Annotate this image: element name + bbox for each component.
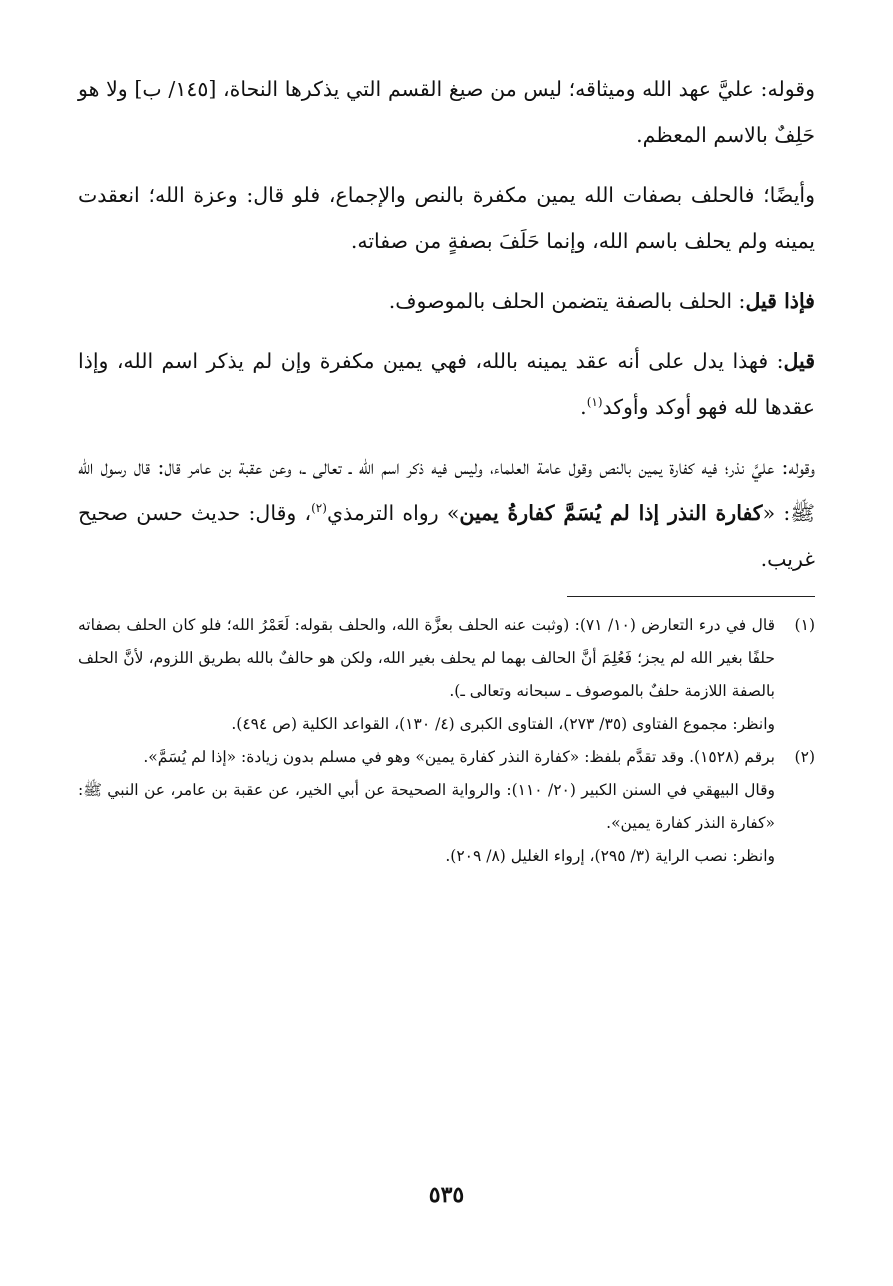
paragraph-4-text: : فهذا يدل على أنه عقد يمينه بالله، فهي يمين مكفرة وإن لم يذكر اسم الله، وإذا عقدها لله فهو أوكد وأوكد — [78, 349, 815, 419]
footnote-1-text: قال في درء التعارض (١٠/ ٧١): (وثبت عنه الحلف بعزَّة الله، والحلف بقوله: لَعَمْرُ الله؛ فلو كان الحلف بصفاته حلفًا بغير الله لم يجز؛ فَعُلِمَ أنَّ الحالف بهما لم يحلف بغير الله، ولكن هو حالفٌ بالله بطريق اللزوم، لأنَّ الحلف بالصفة اللازمة حلفٌ بالموصوف ـ سبحانه وتعالى ـ). — [78, 616, 776, 700]
paragraph-3-lead: فإذا قيل — [745, 289, 815, 313]
footnotes — [78, 609, 815, 873]
footnote-2-number: (٢) — [794, 748, 815, 766]
paragraph-2: وأيضًا؛ فالحلف بصفات الله يمين مكفرة بالنص والإجماع، فلو قال: وعزة الله؛ انعقدت يمينه ولم يحلف باسم الله، وإنما حَلَفَ بصفةٍ من صفاته. — [78, 183, 815, 253]
footnote-1 — [78, 609, 815, 708]
footnote-1-continued: وانظر: مجموع الفتاوى (٣٥/ ٢٧٣)، الفتاوى الكبرى (٤/ ١٣٠)، القواعد الكلية (ص ٤٩٤). — [231, 715, 775, 733]
page-number: ٥٣٥ — [428, 1182, 465, 1208]
footnote-1-number: (١) — [794, 616, 815, 634]
paragraph-4-lead: قيل — [783, 349, 815, 373]
paragraph-3-text: : الحلف بالصفة يتضمن الحلف بالموصوف. — [388, 289, 746, 313]
footnote-2-text: برقم (١٥٢٨). وقد تقدَّم بلفظ: «كفارة النذر كفارة يمين» وهو في مسلم بدون زيادة: «إذا لم يُسَمَّ». — [143, 748, 775, 766]
paragraph-4-end: . — [580, 395, 587, 419]
footnote-2-continued-2: وانظر: نصب الراية (٣/ ٢٩٥)، إرواء الغليل (٨/ ٢٠٩). — [445, 847, 775, 865]
paragraph-4 — [78, 338, 815, 430]
footnote-divider — [567, 596, 815, 597]
paragraph-5 — [78, 444, 815, 582]
footnote-2-continued-1: وقال البيهقي في السنن الكبير (٢٠/ ١١٠): والرواية الصحيحة عن أبي الخير، عن عقبة بن عامر، عن النبي ﷺ: «كفارة النذر كفارة يمين». — [78, 781, 775, 832]
footnote-ref-2[interactable]: (٢) — [311, 501, 327, 516]
paragraph-5-text-a: وقوله: عليَّ نذر؛ فيه كفارة يمين بالنص وقول عامة العلماء، وليس فيه ذكر اسم الله ـ تعالى ـ، وعن عقبة بن عامر قال: قال رسول الله ﷺ: « — [78, 455, 816, 525]
paragraph-5-text-c: ، وقال: حديث حسن صحيح غريب. — [78, 501, 815, 571]
main-text — [78, 66, 815, 582]
footnote-ref-1[interactable]: (١) — [586, 395, 603, 410]
paragraph-5-text-b: » رواه الترمذي — [326, 501, 460, 525]
hadith-quote: كفارة النذر إذا لم يُسَمَّ كفارةُ يمين — [459, 501, 763, 525]
paragraph-3 — [78, 278, 815, 324]
paragraph-1: وقوله: عليَّ عهد الله وميثاقه؛ ليس من صيغ القسم التي يذكرها النحاة، [١٤٥/ ب] ولا هو حَلِفٌ بالاسم المعظم. — [78, 77, 815, 147]
footnote-2 — [78, 741, 815, 774]
book-page — [78, 66, 815, 1246]
